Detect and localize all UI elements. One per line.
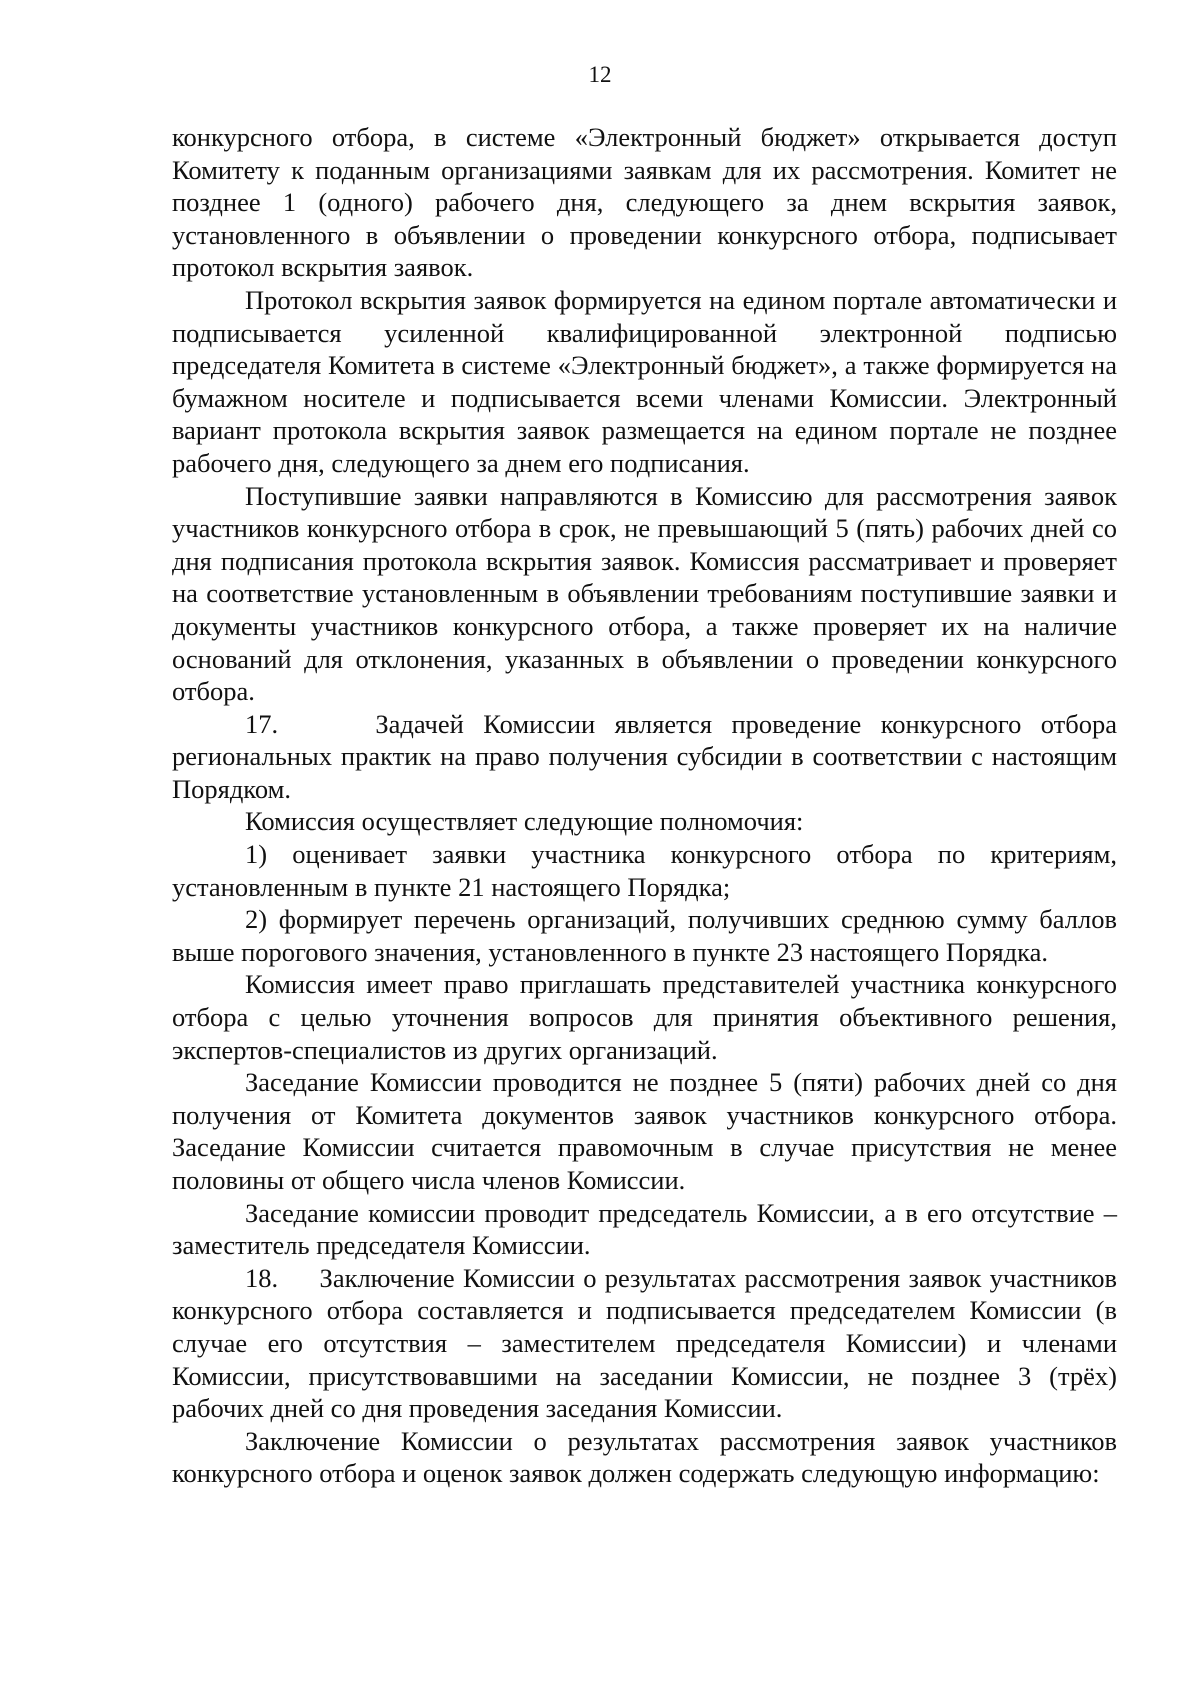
paragraph-meeting-timing: Заседание Комиссии проводится не позднее 5 (пяти) рабочих дней со дня получения от Комитета документов заявок участников конкурсного отбора. Заседание Комиссии считается правомочным в случае присутствия не менее половины от общего числа членов Комиссии.	[172, 1067, 1117, 1195]
paragraph-power-2: 2) формирует перечень организаций, получивших среднюю сумму баллов выше порогового значения, установленного в пункте 23 настоящего Порядка.	[172, 904, 1117, 967]
paragraph-commission-powers: Комиссия осуществляет следующие полномочия:	[245, 806, 804, 837]
paragraph-applications-review: Поступившие заявки направляются в Комиссию для рассмотрения заявок участников конкурсного отбора в срок, не превышающий 5 (пять) рабочих дней со дня подписания протокола вскрытия заявок. Комиссия рассматривает и проверяет на соответствие установленным в объявлении требованиям поступившие заявки и документы участников конкурсного отбора, а также проверяет их на наличие оснований для отклонения, указанных в объявлении о проведении конкурсного отбора.	[172, 480, 1117, 707]
paragraph-item-17: 17. Задачей Комиссии является проведение конкурсного отбора региональных практик на право получения субсидии в соответствии с настоящим Порядком.	[172, 708, 1117, 804]
paragraph-protocol-formation: Протокол вскрытия заявок формируется на едином портале автоматически и подписывается усиленной квалифицированной электронной подписью председателя Комитета в системе «Электронный бюджет», а также формируется на бумажном носителе и подписывается всеми членами Комиссии. Электронный вариант протокола вскрытия заявок размещается на едином портале не позднее рабочего дня, следующего за днем его подписания.	[172, 284, 1117, 478]
paragraph-meeting-chair: Заседание комиссии проводит председатель Комиссии, а в его отсутствие – заместитель председателя Комиссии.	[172, 1197, 1117, 1261]
page-number: 12	[588, 62, 612, 87]
paragraph-commission-right: Комиссия имеет право приглашать представителей участника конкурсного отбора с целью уточнения вопросов для принятия объективного решения, экспертов-специалистов из других организаций.	[172, 969, 1117, 1065]
paragraph-conclusion-contents: Заключение Комиссии о результатах рассмотрения заявок участников конкурсного отбора и оценок заявок должен содержать следующую информацию:	[172, 1425, 1117, 1489]
paragraph-continuation: конкурсного отбора, в системе «Электронный бюджет» открывается доступ Комитету к поданным организациями заявкам для их рассмотрения. Комитет не позднее 1 (одного) рабочего дня, следующего за днем вскрытия заявок, установленного в объявлении о проведении конкурсного отбора, подписывает протокол вскрытия заявок.	[172, 122, 1117, 283]
paragraph-power-1: 1) оценивает заявки участника конкурсного отбора по критериям, установленным в пункте 21 настоящего Порядка;	[172, 839, 1117, 902]
document-body	[172, 121, 1117, 1490]
paragraph-item-18: 18. Заключение Комиссии о результатах рассмотрения заявок участников конкурсного отбора составляется и подписывается председателем Комиссии (в случае его отсутствия – заместителем председателя Комиссии) и членами Комиссии, присутствовавшими на заседании Комиссии, не позднее 3 (трёх) рабочих дней со дня проведения заседания Комиссии.	[172, 1262, 1117, 1424]
